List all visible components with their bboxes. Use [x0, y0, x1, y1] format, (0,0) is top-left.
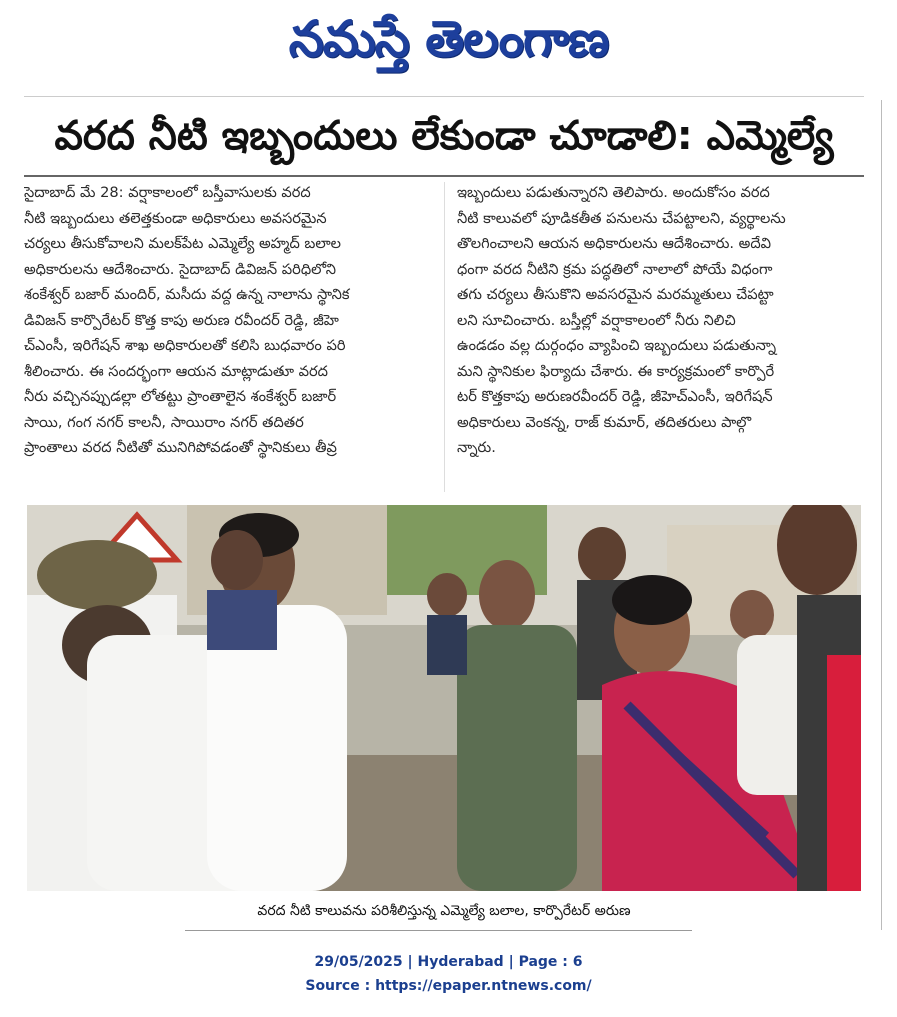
article-line: మని స్థానికుల ఫిర్యాదు చేశారు. ఈ కార్యక్రమంలో కార్పొరే: [457, 362, 775, 380]
article-line: న్నారు.: [457, 439, 496, 456]
article-line: ఇబ్బందులు పడుతున్నారని తెలిపారు. అందుకోసం వరద: [457, 184, 770, 201]
article-line: ప్రాంతాలు వరద నీటితో మునిగిపోవడంతో స్థానికులు తీవ్ర: [24, 439, 337, 456]
article-line: చ్‌ఎంసీ, ఇరిగేషన్ శాఖ అధికారులతో కలిసి బుధవారం పరి: [24, 337, 346, 354]
page-right-rule: [881, 100, 882, 930]
article-line: నీరు వచ్చినప్పుడల్లా లోతట్టు ప్రాంతాలైన శంకేశ్వర్ బజార్: [24, 388, 337, 405]
article-line: అధికారులను ఆదేశించారు. సైదాబాద్ డివిజన్ పరిధిలోని: [24, 260, 337, 278]
article-column-left: [24, 180, 432, 461]
article-line: చర్యలు తీసుకోవాలని మలక్‌పేట ఎమ్మెల్యే అహ్మద్ బలాల: [24, 235, 341, 252]
article-column-right: [457, 180, 862, 461]
article-line: శంకేశ్వర్ బజార్ మందిర్, మసీదు వద్ద ఉన్న నాలాను స్థానిక: [24, 286, 350, 303]
article-line: సాయి, గంగ నగర్ కాలనీ, సాయిరాం నగర్ తదితర: [24, 413, 304, 431]
article-line: డివిజన్ కార్పొరేటర్ కొత్త కాపు అరుణ రవీందర్ రెడ్డి, జీహె: [24, 311, 339, 329]
article-line: ధంగా వరద నీటిని క్రమ పద్ధతిలో నాలాలో పోయే విధంగా: [457, 260, 773, 278]
article-line: నీటి ఇబ్బందులు తలెత్తకుండా అధికారులు అవసరమైన: [24, 209, 327, 227]
news-photo: [27, 505, 861, 891]
edition-info: 29/05/2025 | Hyderabad | Page : 6: [314, 954, 583, 970]
article-line: లని సూచించారు. బస్తీల్లో వర్షాకాలంలో నీరు నిలిచి: [457, 311, 736, 329]
column-divider: [444, 182, 445, 492]
photo-caption: వరద నీటి కాలువను పరిశీలిస్తున్న ఎమ్మెల్యే బలాల, కార్పొరేటర్ అరుణ: [257, 903, 631, 919]
masthead: [0, 2, 897, 80]
caption-underline: [185, 930, 692, 931]
article-line: టర్ కొత్తకాపు అరుణరవీందర్ రెడ్డి, జీహెచ్‌ఎంసీ, ఇరిగేషన్: [457, 388, 773, 405]
article-line: ఉండడం వల్ల దుర్గంధం వ్యాపించి ఇబ్బందులు పడుతున్నా: [457, 337, 777, 354]
article-line: తగు చర్యలు తీసుకొని అవసరమైన మరమ్మతులు చేపట్టా: [457, 286, 774, 303]
article-line: నీటి కాలువలో పూడికతీత పనులను చేపట్టాలని, వ్యర్థాలను: [457, 209, 786, 227]
article-headline: వరద నీటి ఇబ్బందులు లేకుండా చూడాలి: ఎమ్మెల్యే: [24, 96, 864, 177]
source-link[interactable]: Source : https://epaper.ntnews.com/: [305, 978, 592, 994]
article-line: సైదాబాద్ మే 28: వర్షాకాలంలో బస్తీవాసులకు వరద: [24, 184, 311, 201]
newspaper-logo: నమస్తే తెలంగాణ: [288, 10, 609, 68]
article-line: అధికారులు వెంకన్న, రాజ్ కుమార్, తదితరులు పాల్గొ: [457, 413, 752, 431]
article-line: తొలగించాలని ఆయన అధికారులను ఆదేశించారు. అదేవి: [457, 235, 772, 252]
article-line: శీలించారు. ఈ సందర్భంగా ఆయన మాట్లాడుతూ వరద: [24, 362, 328, 380]
